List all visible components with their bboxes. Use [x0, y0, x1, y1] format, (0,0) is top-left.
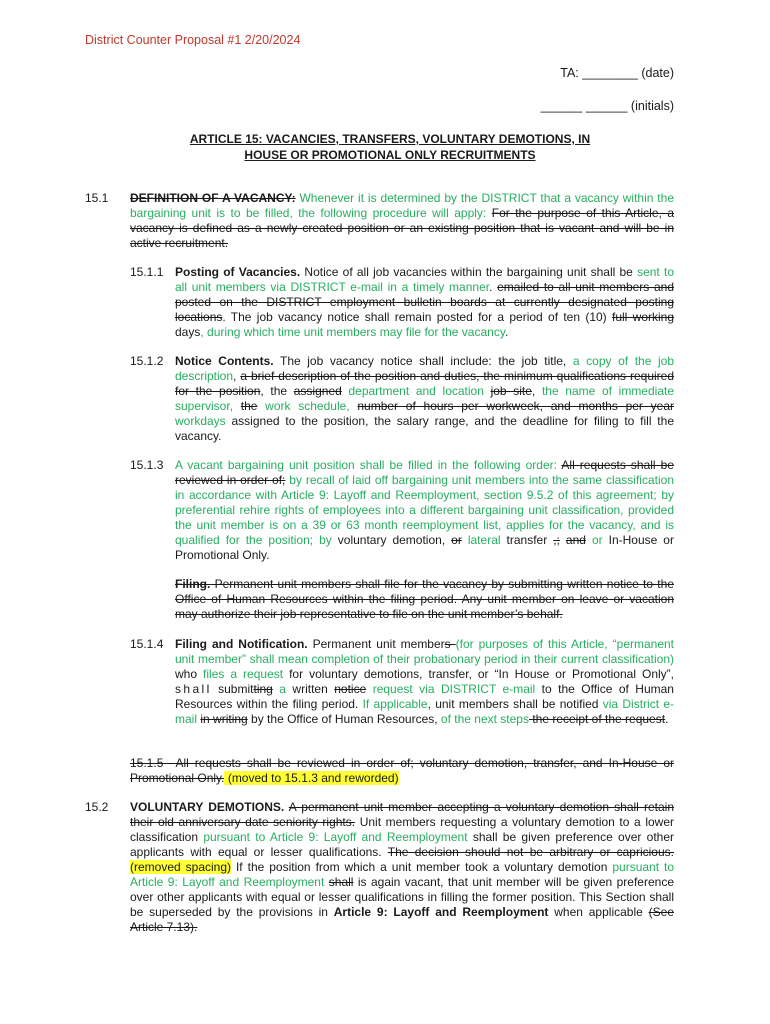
inserted-text: request via DISTRICT e-mail: [366, 682, 536, 696]
inserted-text: by recall of laid off bargaining unit members into the same classification in accordance with Article 9: Layoff and Reemployment, section 9.5.2 of this agreement; by preferential rehire rights of employees into a different bargaining unit classification, provided the unit member is on a 39 or 63 month reemployment list, applies for the vacancy, and is qualified for the position; by: [175, 473, 674, 547]
deleted-text: All requests shall be reviewed in order of;: [175, 458, 675, 487]
deleted-text: ting: [253, 682, 273, 696]
body-text: , the: [260, 384, 294, 398]
inserted-text: work schedule,: [257, 399, 358, 413]
deleted-text: ,;: [553, 533, 560, 547]
section-15-1-3: [175, 458, 674, 563]
body-text: assigned to the position, the salary range, and the deadline for filing to fill the vacancy.: [175, 414, 674, 443]
article-reference: Article 9: Layoff and Reemployment: [333, 905, 549, 919]
body-text: by the Office of Human Resources,: [247, 712, 441, 726]
filing-paragraph: [175, 577, 674, 622]
inserted-text: workdays: [175, 414, 226, 428]
section-15-1-4: [175, 637, 674, 727]
body-text: voluntary demotion,: [331, 533, 452, 547]
body-text: is again vacant, that unit member will be given preference over other applicants with equal or lesser qualifications in filling the former position. This Section shall be superseded by the provisions in: [130, 875, 675, 919]
deleted-text: full working: [612, 310, 674, 324]
inserted-text: files a request: [203, 667, 284, 681]
body-text: If the position from which a unit member took a voluntary demotion: [231, 860, 613, 874]
body-text: Unit members requesting a voluntary demotion to a lower classification: [130, 815, 674, 844]
section-heading: DEFINITION OF A VACANCY:: [130, 191, 296, 205]
body-text: Permanent unit member: [307, 637, 445, 651]
article-title: [130, 131, 650, 163]
body-text: days: [175, 325, 201, 339]
article-title-line2: HOUSE OR PROMOTIONAL ONLY RECRUITMENTS: [244, 148, 536, 162]
body-text: ,: [233, 369, 241, 383]
article-title-line1: ARTICLE 15: VACANCIES, TRANSFERS, VOLUNTARY DEMOTIONS, IN: [189, 132, 591, 146]
section-15-1: [130, 191, 674, 251]
body-text: transfer: [500, 533, 554, 547]
deleted-text: or: [451, 533, 462, 547]
inserted-text: Whenever it is determined by the DISTRICT that a vacancy within the bargaining unit is to be filled, the following procedure will apply:: [130, 191, 674, 220]
ta-initials-line: ______ ______ (initials): [540, 99, 674, 113]
body-text: shall: [175, 682, 212, 696]
section-number: 15.1.3: [130, 458, 164, 472]
body-text: when applicable: [548, 905, 649, 919]
section-number: 15.1.4: [130, 637, 164, 651]
section-heading: Filing and Notification.: [175, 637, 308, 651]
deleted-text: A permanent unit member accepting a voluntary demotion shall retain their old anniversary date seniority rights.: [130, 800, 675, 829]
section-number: 15.1.1: [130, 265, 164, 279]
deleted-text: s: [444, 637, 456, 651]
highlight-note: (moved to 15.1.3 and reworded): [224, 771, 399, 785]
body-text: The job vacancy notice shall include: the job title,: [273, 354, 573, 368]
deleted-text: (See Article 7.13).: [130, 905, 674, 934]
body-text: to the Office of Human Resources within the filing period.: [175, 682, 674, 711]
deleted-text: The decision should not be arbitrary or capricious.: [387, 845, 674, 859]
deleted-text: the receipt of the request: [528, 712, 666, 726]
filing-heading: Filing.: [175, 577, 211, 591]
body-text: . The job vacancy notice shall remain posted for a period of ten (10): [222, 310, 612, 324]
section-number: 15.1.5: [130, 756, 164, 770]
body-text: shall be given preference over other applicants with equal or lesser qualifications.: [130, 830, 674, 859]
deleted-text: shall: [328, 875, 354, 889]
proposal-header: District Counter Proposal #1 2/20/2024: [85, 33, 301, 47]
section-15-2: [130, 800, 674, 935]
inserted-text: department and location: [341, 384, 491, 398]
deleted-text: All requests shall be reviewed in order of; voluntary demotion, transfer, and In-House or Promotional Only.: [130, 756, 675, 785]
deleted-text: the: [240, 399, 258, 413]
ta-date-line: TA: ________ (date): [560, 66, 674, 80]
deleted-text: a brief description of the position and duties, the minimum qualifications required for the position: [175, 369, 675, 398]
body-text: written: [285, 682, 335, 696]
highlight-note: (removed spacing): [130, 860, 232, 874]
section-number: 15.2: [85, 800, 109, 814]
inserted-text: If applicable: [362, 697, 428, 711]
deleted-text: emailed to all unit members and posted on the DISTRICT employment bulletin boards at currently designated posting locations: [175, 280, 674, 324]
body-text: for voluntary demotions, transfer, or “In House or Promotional Only”,: [283, 667, 674, 681]
section-number: 15.1: [85, 191, 109, 205]
section-heading: VOLUNTARY DEMOTIONS.: [130, 800, 285, 814]
body-text: .: [504, 325, 509, 339]
deleted-text: and: [565, 533, 586, 547]
section-15-1-1: [175, 265, 674, 340]
body-text: In-House or Promotional Only.: [175, 533, 674, 562]
body-text: , unit members shall be notified: [427, 697, 603, 711]
section-heading: Notice Contents.: [175, 354, 274, 368]
inserted-text: A vacant bargaining unit position shall be filled in the following order:: [175, 458, 562, 472]
section-15-1-5: [130, 756, 674, 786]
body-text: who: [175, 667, 204, 681]
deleted-text: in writing: [200, 712, 248, 726]
body-text: .: [665, 712, 669, 726]
inserted-text: pursuant to Article 9: Layoff and Reemployment: [130, 860, 675, 889]
body-text: submit: [211, 682, 254, 696]
inserted-text: pursuant to Article 9: Layoff and Reemployment: [203, 830, 468, 844]
deleted-text: For the purpose of this Article, a vacancy is defined as a newly created position or an existing position that is vacant and will be in active recruitment.: [130, 206, 674, 250]
deleted-text: notice: [334, 682, 367, 696]
section-number: 15.1.2: [130, 354, 164, 368]
inserted-text: a copy of the job description: [175, 354, 674, 383]
deleted-text: Permanent unit members shall file for the vacancy by submitting written notice to the Office of Human Resources within the filing period. Any unit member on leave or vacation may authorize their job representative to file on the unit member’s behalf.: [175, 577, 674, 621]
deleted-text: assigned: [293, 384, 342, 398]
deleted-text: number of hours per workweek, and months per year: [357, 399, 674, 413]
body-text: ,: [531, 384, 542, 398]
inserted-text: via District e-mail: [175, 697, 675, 726]
body-text: .: [489, 280, 498, 294]
inserted-text: lateral: [461, 533, 501, 547]
inserted-text: or: [585, 533, 603, 547]
body-text: Notice of all job vacancies within the bargaining unit shall be: [300, 265, 638, 279]
section-15-1-2: [175, 354, 674, 444]
inserted-text: a: [272, 682, 286, 696]
inserted-text: , during which time unit members may file for the vacancy: [200, 325, 505, 339]
deleted-text: job site: [490, 384, 532, 398]
inserted-text: of the next steps: [440, 712, 529, 726]
inserted-text: sent to all unit members via DISTRICT e-mail in a timely manner: [175, 265, 674, 294]
inserted-text: (for purposes of this Article, “permanent unit member” shall mean completion of their probationary period in their current classification): [175, 637, 675, 666]
section-heading: Posting of Vacancies.: [175, 265, 301, 279]
inserted-text: the name of immediate supervisor,: [175, 384, 675, 413]
